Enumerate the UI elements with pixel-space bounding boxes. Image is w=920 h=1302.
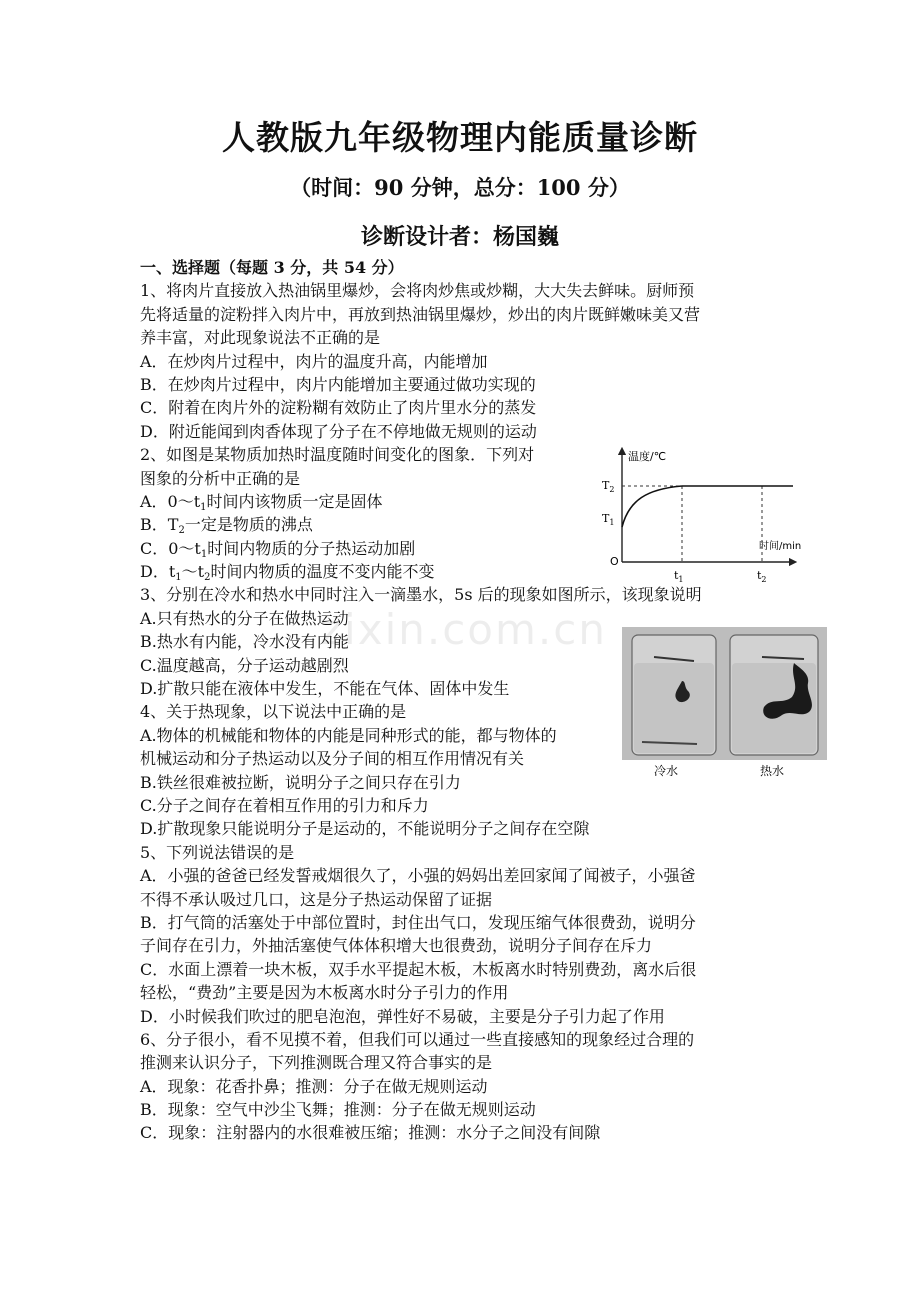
q5-line: 不得不承认吸过几口，这是分子热运动保留了证据 xyxy=(140,889,493,909)
q3-option-a: A.只有热水的分子在做热运动 xyxy=(140,608,349,628)
text: 时间内物质的温度不变内能不变 xyxy=(210,562,435,582)
subscript: 2 xyxy=(178,525,185,537)
text: A．0～t xyxy=(140,491,201,511)
page-title: 人教版九年级物理内能质量诊断 xyxy=(222,118,698,157)
x-tick-t2 xyxy=(757,569,767,584)
cold-water-beaker xyxy=(632,635,716,755)
q5-line: A．小强的爸爸已经发誓戒烟很久了，小强的妈妈出差回家闻了闻被子，小强爸 xyxy=(140,866,696,886)
q4-option-b: B.铁丝很难被拉断，说明分子之间只存在引力 xyxy=(140,772,461,792)
text: D．t xyxy=(140,562,176,582)
q4-option-d: D.扩散现象只能说明分子是运动的，不能说明分子之间存在空隙 xyxy=(140,819,590,839)
q2-stem-line: 图象的分析中正确的是 xyxy=(140,468,301,488)
text: 时间内物质的分子热运动加剧 xyxy=(207,538,416,558)
y-tick-t2 xyxy=(602,479,614,494)
q2-stem-line: 2、如图是某物质加热时温度随时间变化的图象．下列对 xyxy=(140,445,535,465)
q6-option-b: B．现象：空气中沙尘飞舞；推测：分子在做无规则运动 xyxy=(140,1100,536,1120)
temperature-time-graph xyxy=(597,445,802,585)
cold-water-caption: 冷水 xyxy=(654,764,679,778)
tick-sub: 1 xyxy=(678,575,684,584)
subscript: 1 xyxy=(200,548,208,560)
y-axis-label: 温度/℃ xyxy=(628,450,667,463)
q6-option-c: C．现象：注射器内的水很难被压缩；推测：水分子之间没有间隙 xyxy=(140,1123,601,1143)
q6-option-a: A．现象：花香扑鼻；推测：分子在做无规则运动 xyxy=(140,1076,488,1096)
x-tick-t1 xyxy=(674,569,684,584)
text: 一定是物质的沸点 xyxy=(184,515,313,535)
tick-sub: 2 xyxy=(609,485,615,494)
tick-letter: t xyxy=(757,569,762,582)
q3-option-b: B.热水有内能，冷水没有内能 xyxy=(140,632,349,652)
origin-label: O xyxy=(610,555,619,568)
tick-letter: T xyxy=(602,512,610,525)
q1-option-d: D．附近能闻到肉香体现了分子在不停地做无规则的运动 xyxy=(140,421,537,441)
x-axis-label: 时间/min xyxy=(759,541,802,552)
q5-stem: 5、下列说法错误的是 xyxy=(140,842,295,862)
tick-letter: t xyxy=(674,569,679,582)
tick-letter: T xyxy=(602,479,610,492)
q3-stem: 3、分别在冷水和热水中同时注入一滴墨水，5s 后的现象如图所示，该现象说明 xyxy=(140,585,702,605)
q1-option-a: A．在炒肉片过程中，肉片的温度升高，内能增加 xyxy=(140,351,488,371)
text: 时间内该物质一定是固体 xyxy=(206,491,383,511)
heating-curve xyxy=(622,486,682,527)
q4-option-a-line: A.物体的机械能和物体的内能是同种形式的能，都与物体的 xyxy=(140,725,557,745)
q5-line: B．打气筒的活塞处于中部位置时，封住出气口，发现压缩气体很费劲，说明分 xyxy=(140,912,696,932)
q1-stem-line: 养丰富，对此现象说法不正确的是 xyxy=(140,328,381,348)
watermark: zixin.com.cn xyxy=(320,605,607,654)
q3-option-d: D.扩散只能在液体中发生，不能在气体、固体中发生 xyxy=(140,679,510,699)
q5-line: D．小时候我们吹过的肥皂泡泡，弹性好不易破，主要是分子引力起了作用 xyxy=(140,1006,665,1026)
q5-line: 子间存在引力，外抽活塞使气体体积增大也很费劲，说明分子间存在斥力 xyxy=(140,936,653,956)
y-tick-t1 xyxy=(602,512,614,527)
q1-option-b: B．在炒肉片过程中，肉片内能增加主要通过做功实现的 xyxy=(140,374,536,394)
q4-stem: 4、关于热现象，以下说法中正确的是 xyxy=(140,702,407,722)
q1-option-c: C．附着在肉片外的淀粉糊有效防止了肉片里水分的蒸发 xyxy=(140,398,537,418)
designer-line: 诊断设计者：杨国巍 xyxy=(360,224,559,250)
hot-water-beaker xyxy=(730,635,818,755)
text: ～t xyxy=(181,562,205,582)
q1-stem-line: 1、将肉片直接放入热油锅里爆炒，会将肉炒焦或炒糊，大大失去鲜味。厨师预 xyxy=(140,281,695,301)
q3-option-c: C.温度越高，分子运动越剧烈 xyxy=(140,655,349,675)
section-heading: 一、选择题（每题 3 分，共 54 分） xyxy=(140,258,404,277)
subscript: 2 xyxy=(204,572,211,584)
q4-option-c: C.分子之间存在着相互作用的引力和斥力 xyxy=(140,795,429,815)
hot-water-caption: 热水 xyxy=(760,764,785,778)
text: C．0～t xyxy=(140,538,201,558)
ink-diffusion-figure xyxy=(622,627,827,779)
subscript: 1 xyxy=(175,572,182,584)
q5-line: C．水面上漂着一块木板，双手水平提起木板，木板离水时特别费劲，离水后很 xyxy=(140,959,697,979)
q6-stem-line: 推测来认识分子，下列推测既合理又符合事实的是 xyxy=(140,1053,493,1073)
q6-stem-line: 6、分子很小，看不见摸不着，但我们可以通过一些直接感知的现象经过合理的 xyxy=(140,1029,695,1049)
tick-sub: 2 xyxy=(761,575,767,584)
q1-stem-line: 先将适量的淀粉拌入肉片中，再放到热油锅里爆炒，炒出的肉片既鲜嫩味美又营 xyxy=(140,304,701,324)
subscript: 1 xyxy=(200,501,207,513)
tick-sub: 1 xyxy=(609,518,615,527)
exam-info: （时间：90 分钟，总分：100 分） xyxy=(290,175,630,200)
q5-line: 轻松，“费劲”主要是因为木板离水时分子引力的作用 xyxy=(140,983,509,1003)
text: B．T xyxy=(140,515,179,535)
q4-option-a-line: 机械运动和分子热运动以及分子间的相互作用情况有关 xyxy=(140,749,525,769)
